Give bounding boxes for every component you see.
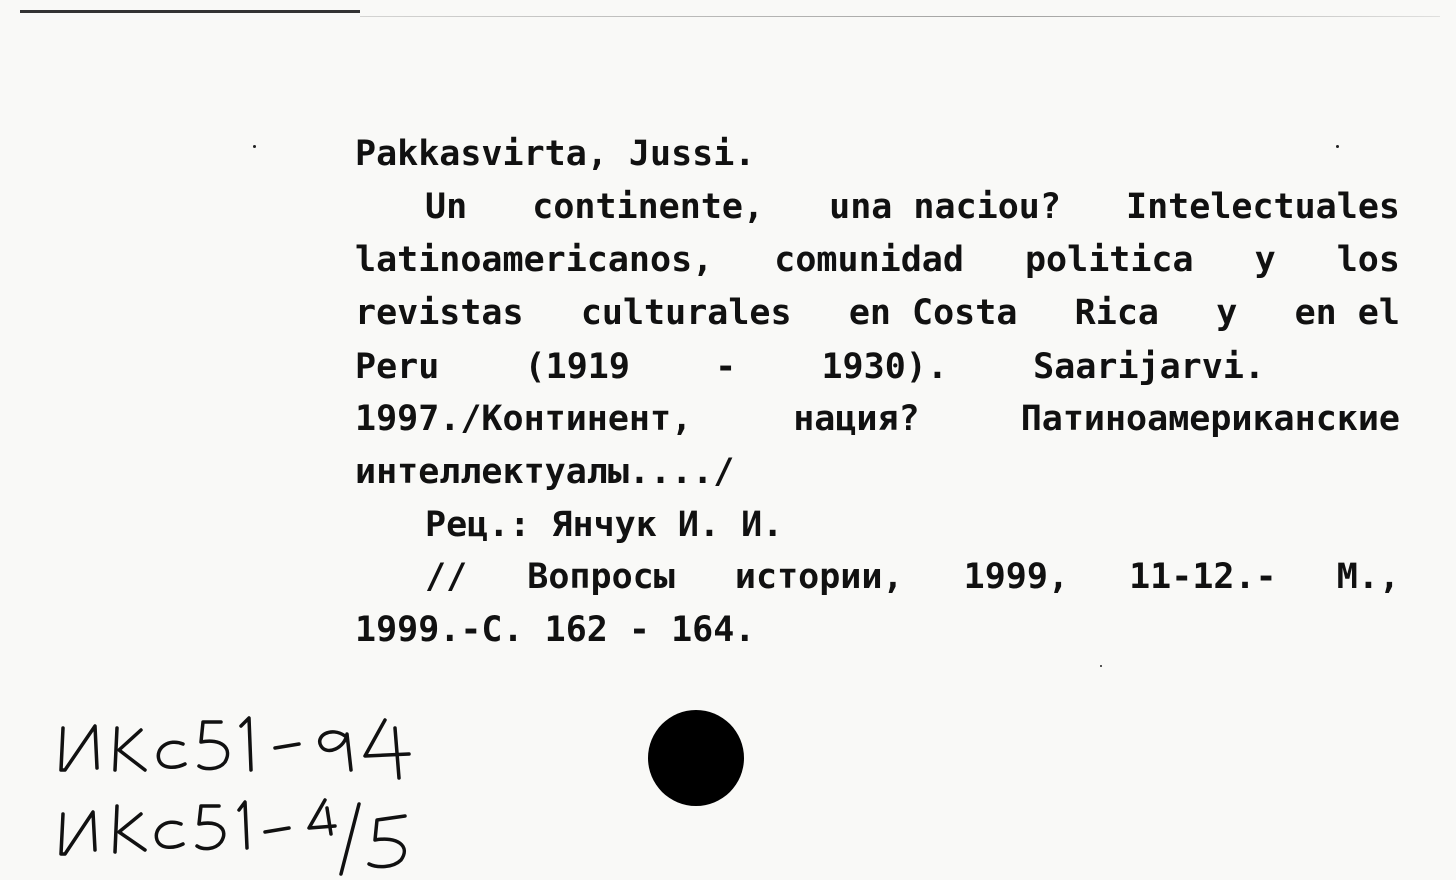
title-word: - [715,347,737,387]
title-word: culturales [580,293,792,333]
source-line-2: 1999.-С. 162 - 164. [355,610,756,650]
source-word: 1999, [963,557,1069,597]
title-word: comunidad [774,240,964,280]
card-top-border [20,10,360,13]
title-word: нация? [793,399,920,439]
author-heading: Pakkasvirta, Jussi. [355,134,756,174]
handwritten-call-number-2 [55,790,475,880]
review-line: Рец.: Янчук И. И. [425,505,784,545]
source-word: истории, [734,557,904,597]
speck [253,145,256,148]
card-top-rule [360,16,1440,17]
speck [1100,665,1102,667]
title-word: continente, [532,187,765,227]
title-word: 1930). [821,347,948,387]
source-line-1 [425,557,1400,597]
title-word: politica [1024,240,1194,280]
source-word: Вопросы [527,557,675,597]
handwritten-call-number-1 [55,708,475,798]
title-word: los [1336,240,1400,280]
title-word: Peru [355,347,440,387]
title-word: en el [1294,293,1400,333]
handwriting-2-drawing [55,790,475,880]
title-word: Rica [1074,293,1159,333]
title-line-2 [355,240,1400,280]
title-word: (1919 [524,347,630,387]
handwriting-1-drawing [55,708,475,798]
title-word: en Costa [848,293,1018,333]
title-word: Патиноамериканские [1020,399,1400,439]
source-word: // [425,557,468,597]
title-line-5 [355,399,1400,439]
title-word: 1997./Континент, [355,399,693,439]
speck [1336,145,1339,148]
title-word: y [1254,240,1276,280]
title-word: una naciou? [829,187,1061,227]
title-line-1 [425,187,1400,227]
black-dot-mark [648,710,744,806]
source-word: М., [1336,557,1400,597]
title-line-4 [355,347,1265,387]
title-word: Intelectuales [1126,187,1400,227]
source-word: 11-12.- [1129,557,1277,597]
title-word: revistas [355,293,524,333]
title-line-6 [355,452,735,492]
title-word: Saarijarvi. [1033,347,1265,387]
title-word: y [1216,293,1238,333]
title-line-3 [355,293,1400,333]
title-word: Un [425,187,468,227]
title-word: latinoamericanos, [355,240,714,280]
title-word: интеллектуалы..../ [355,452,735,492]
